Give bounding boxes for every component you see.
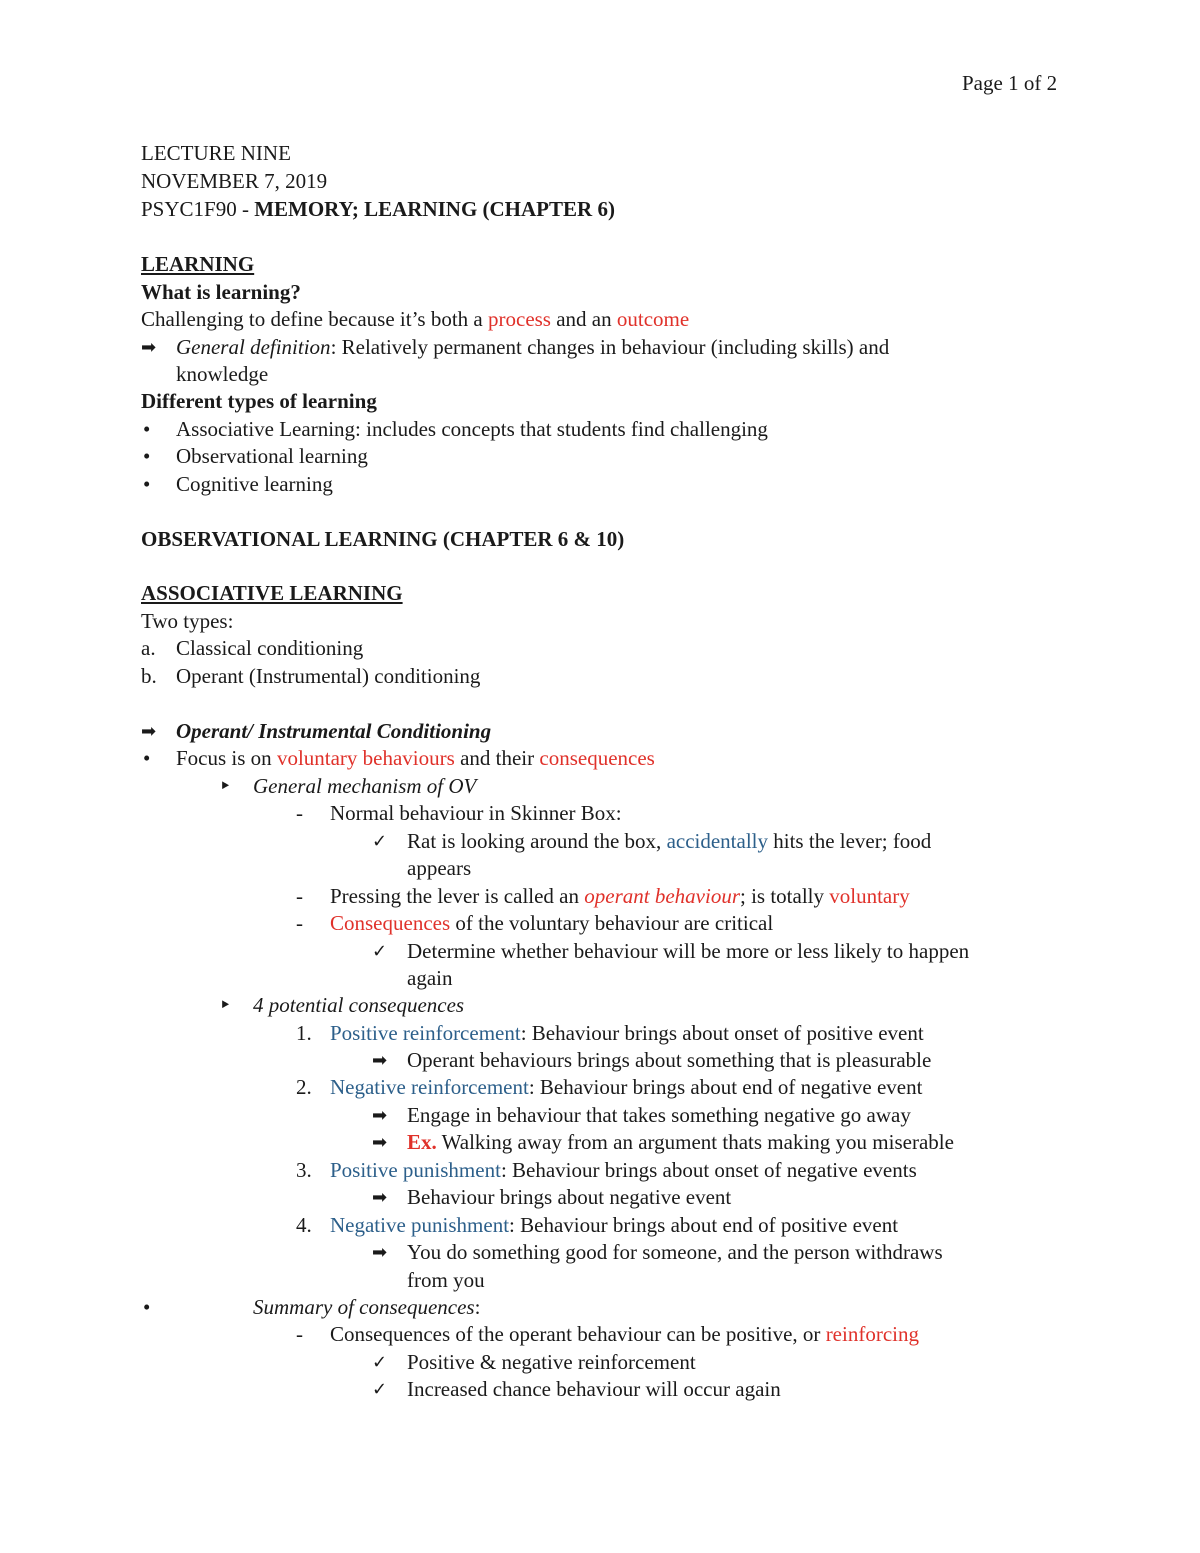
observational-heading: OBSERVATIONAL LEARNING (CHAPTER 6 & 10)	[141, 527, 625, 551]
triangle-bullet-icon: ‣	[219, 774, 232, 798]
lecture-date: NOVEMBER 7, 2019	[141, 169, 328, 193]
consequence-label: Positive punishment	[330, 1158, 501, 1182]
summary-line: Consequences of the operant behaviour can be positive, or reinforcing	[330, 1322, 919, 1346]
bullet-icon: •	[143, 746, 151, 770]
example-label: Ex.	[407, 1130, 437, 1154]
normal-behaviour: Normal behaviour in Skinner Box:	[330, 801, 622, 825]
consequence-example: Ex. Walking away from an argument thats making you miserable	[407, 1130, 954, 1154]
consequence-item: Negative punishment: Behaviour brings about end of positive event	[330, 1213, 899, 1237]
consequence-item: Positive reinforcement: Behaviour brings about onset of positive event	[330, 1021, 924, 1045]
list-item: Classical conditioning	[176, 636, 364, 660]
dash-icon: -	[296, 1322, 303, 1346]
list-marker: b.	[141, 664, 157, 688]
consequences-highlight: Consequences	[330, 911, 451, 935]
types-of-learning-heading: Different types of learning	[141, 389, 377, 413]
consequence-detail: Behaviour brings about negative event	[407, 1185, 732, 1209]
bullet-icon: •	[143, 417, 151, 441]
determine-line: Determine whether behaviour will be more or less likely to happen	[407, 939, 970, 963]
arrow-icon: ➡	[141, 721, 157, 742]
pressing-line: Pressing the lever is called an operant behaviour; is totally voluntary	[330, 884, 910, 908]
accidentally-highlight: accidentally	[666, 829, 769, 853]
determine-line-cont: again	[407, 966, 453, 990]
potential-consequences-heading: 4 potential consequences	[253, 993, 465, 1017]
dash-icon: -	[296, 801, 303, 825]
consequence-item: Negative reinforcement: Behaviour brings about end of negative event	[330, 1075, 923, 1099]
arrow-icon: ➡	[372, 1187, 388, 1208]
general-definition-cont: knowledge	[176, 362, 269, 386]
outcome-highlight: outcome	[616, 307, 690, 331]
list-number: 1.	[296, 1021, 312, 1045]
consequence-label: Negative punishment	[330, 1213, 510, 1237]
list-number: 3.	[296, 1158, 312, 1182]
bullet-icon: •	[143, 444, 151, 468]
list-number: 4.	[296, 1213, 312, 1237]
consequence-label: Negative reinforcement	[330, 1075, 529, 1099]
summary-heading: Summary of consequences:	[253, 1295, 481, 1319]
consequence-label: Positive reinforcement	[330, 1021, 521, 1045]
mechanism-heading: General mechanism of OV	[253, 774, 477, 798]
list-item: Cognitive learning	[176, 472, 333, 496]
operant-behaviour-highlight: operant behaviour	[584, 884, 740, 908]
check-icon: ✓	[372, 831, 388, 852]
course-prefix: PSYC1F90 -	[141, 197, 255, 221]
rat-line-cont: appears	[407, 856, 472, 880]
arrow-icon: ➡	[372, 1242, 388, 1263]
consequences-line: Consequences of the voluntary behaviour are critical	[330, 911, 774, 935]
course-topic: MEMORY; LEARNING (CHAPTER 6)	[254, 197, 615, 221]
voluntary-highlight: voluntary behaviours	[276, 746, 455, 770]
triangle-bullet-icon: ‣	[219, 993, 232, 1017]
what-is-learning-heading: What is learning?	[141, 280, 301, 304]
list-item: Associative Learning: includes concepts that students find challenging	[176, 417, 768, 441]
operant-heading: Operant/ Instrumental Conditioning	[176, 719, 492, 743]
list-marker: a.	[141, 636, 156, 660]
list-item: Operant (Instrumental) conditioning	[176, 664, 481, 688]
summary-check: Positive & negative reinforcement	[407, 1350, 696, 1374]
consequence-item: Positive punishment: Behaviour brings about onset of negative events	[330, 1158, 917, 1182]
general-definition: General definition: Relatively permanent changes in behaviour (including skills) and	[176, 335, 890, 359]
voluntary-highlight: voluntary	[829, 884, 910, 908]
check-icon: ✓	[372, 1352, 388, 1373]
bullet-icon: •	[143, 472, 151, 496]
consequence-detail: Engage in behaviour that takes something negative go away	[407, 1103, 911, 1127]
learning-intro: Challenging to define because it’s both a process and an outcome	[141, 307, 690, 331]
check-icon: ✓	[372, 1379, 388, 1400]
arrow-icon: ➡	[141, 337, 157, 358]
consequences-highlight: consequences	[539, 746, 655, 770]
dash-icon: -	[296, 911, 303, 935]
arrow-icon: ➡	[372, 1132, 388, 1153]
arrow-icon: ➡	[372, 1105, 388, 1126]
bullet-icon: •	[143, 1295, 151, 1319]
summary-check: Increased chance behaviour will occur again	[407, 1377, 781, 1401]
definition-label: General definition	[176, 335, 331, 359]
consequence-detail: You do something good for someone, and the person withdraws	[407, 1240, 943, 1264]
learning-heading: LEARNING	[141, 252, 255, 276]
list-item: Observational learning	[176, 444, 368, 468]
reinforcing-highlight: reinforcing	[825, 1322, 919, 1346]
associative-heading: ASSOCIATIVE LEARNING	[141, 581, 403, 605]
focus-line: Focus is on voluntary behaviours and their consequences	[176, 746, 655, 770]
list-number: 2.	[296, 1075, 312, 1099]
course-title	[141, 196, 615, 223]
dash-icon: -	[296, 884, 303, 908]
check-icon: ✓	[372, 941, 388, 962]
lecture-label: LECTURE NINE	[141, 141, 291, 165]
rat-line: Rat is looking around the box, accidentally hits the lever; food	[407, 829, 932, 853]
consequence-detail-cont: from you	[407, 1268, 485, 1292]
two-types-label: Two types:	[141, 609, 234, 633]
consequence-detail: Operant behaviours brings about something that is pleasurable	[407, 1048, 932, 1072]
process-highlight: process	[488, 307, 551, 331]
arrow-icon: ➡	[372, 1050, 388, 1071]
page-number: Page 1 of 2	[962, 71, 1058, 95]
